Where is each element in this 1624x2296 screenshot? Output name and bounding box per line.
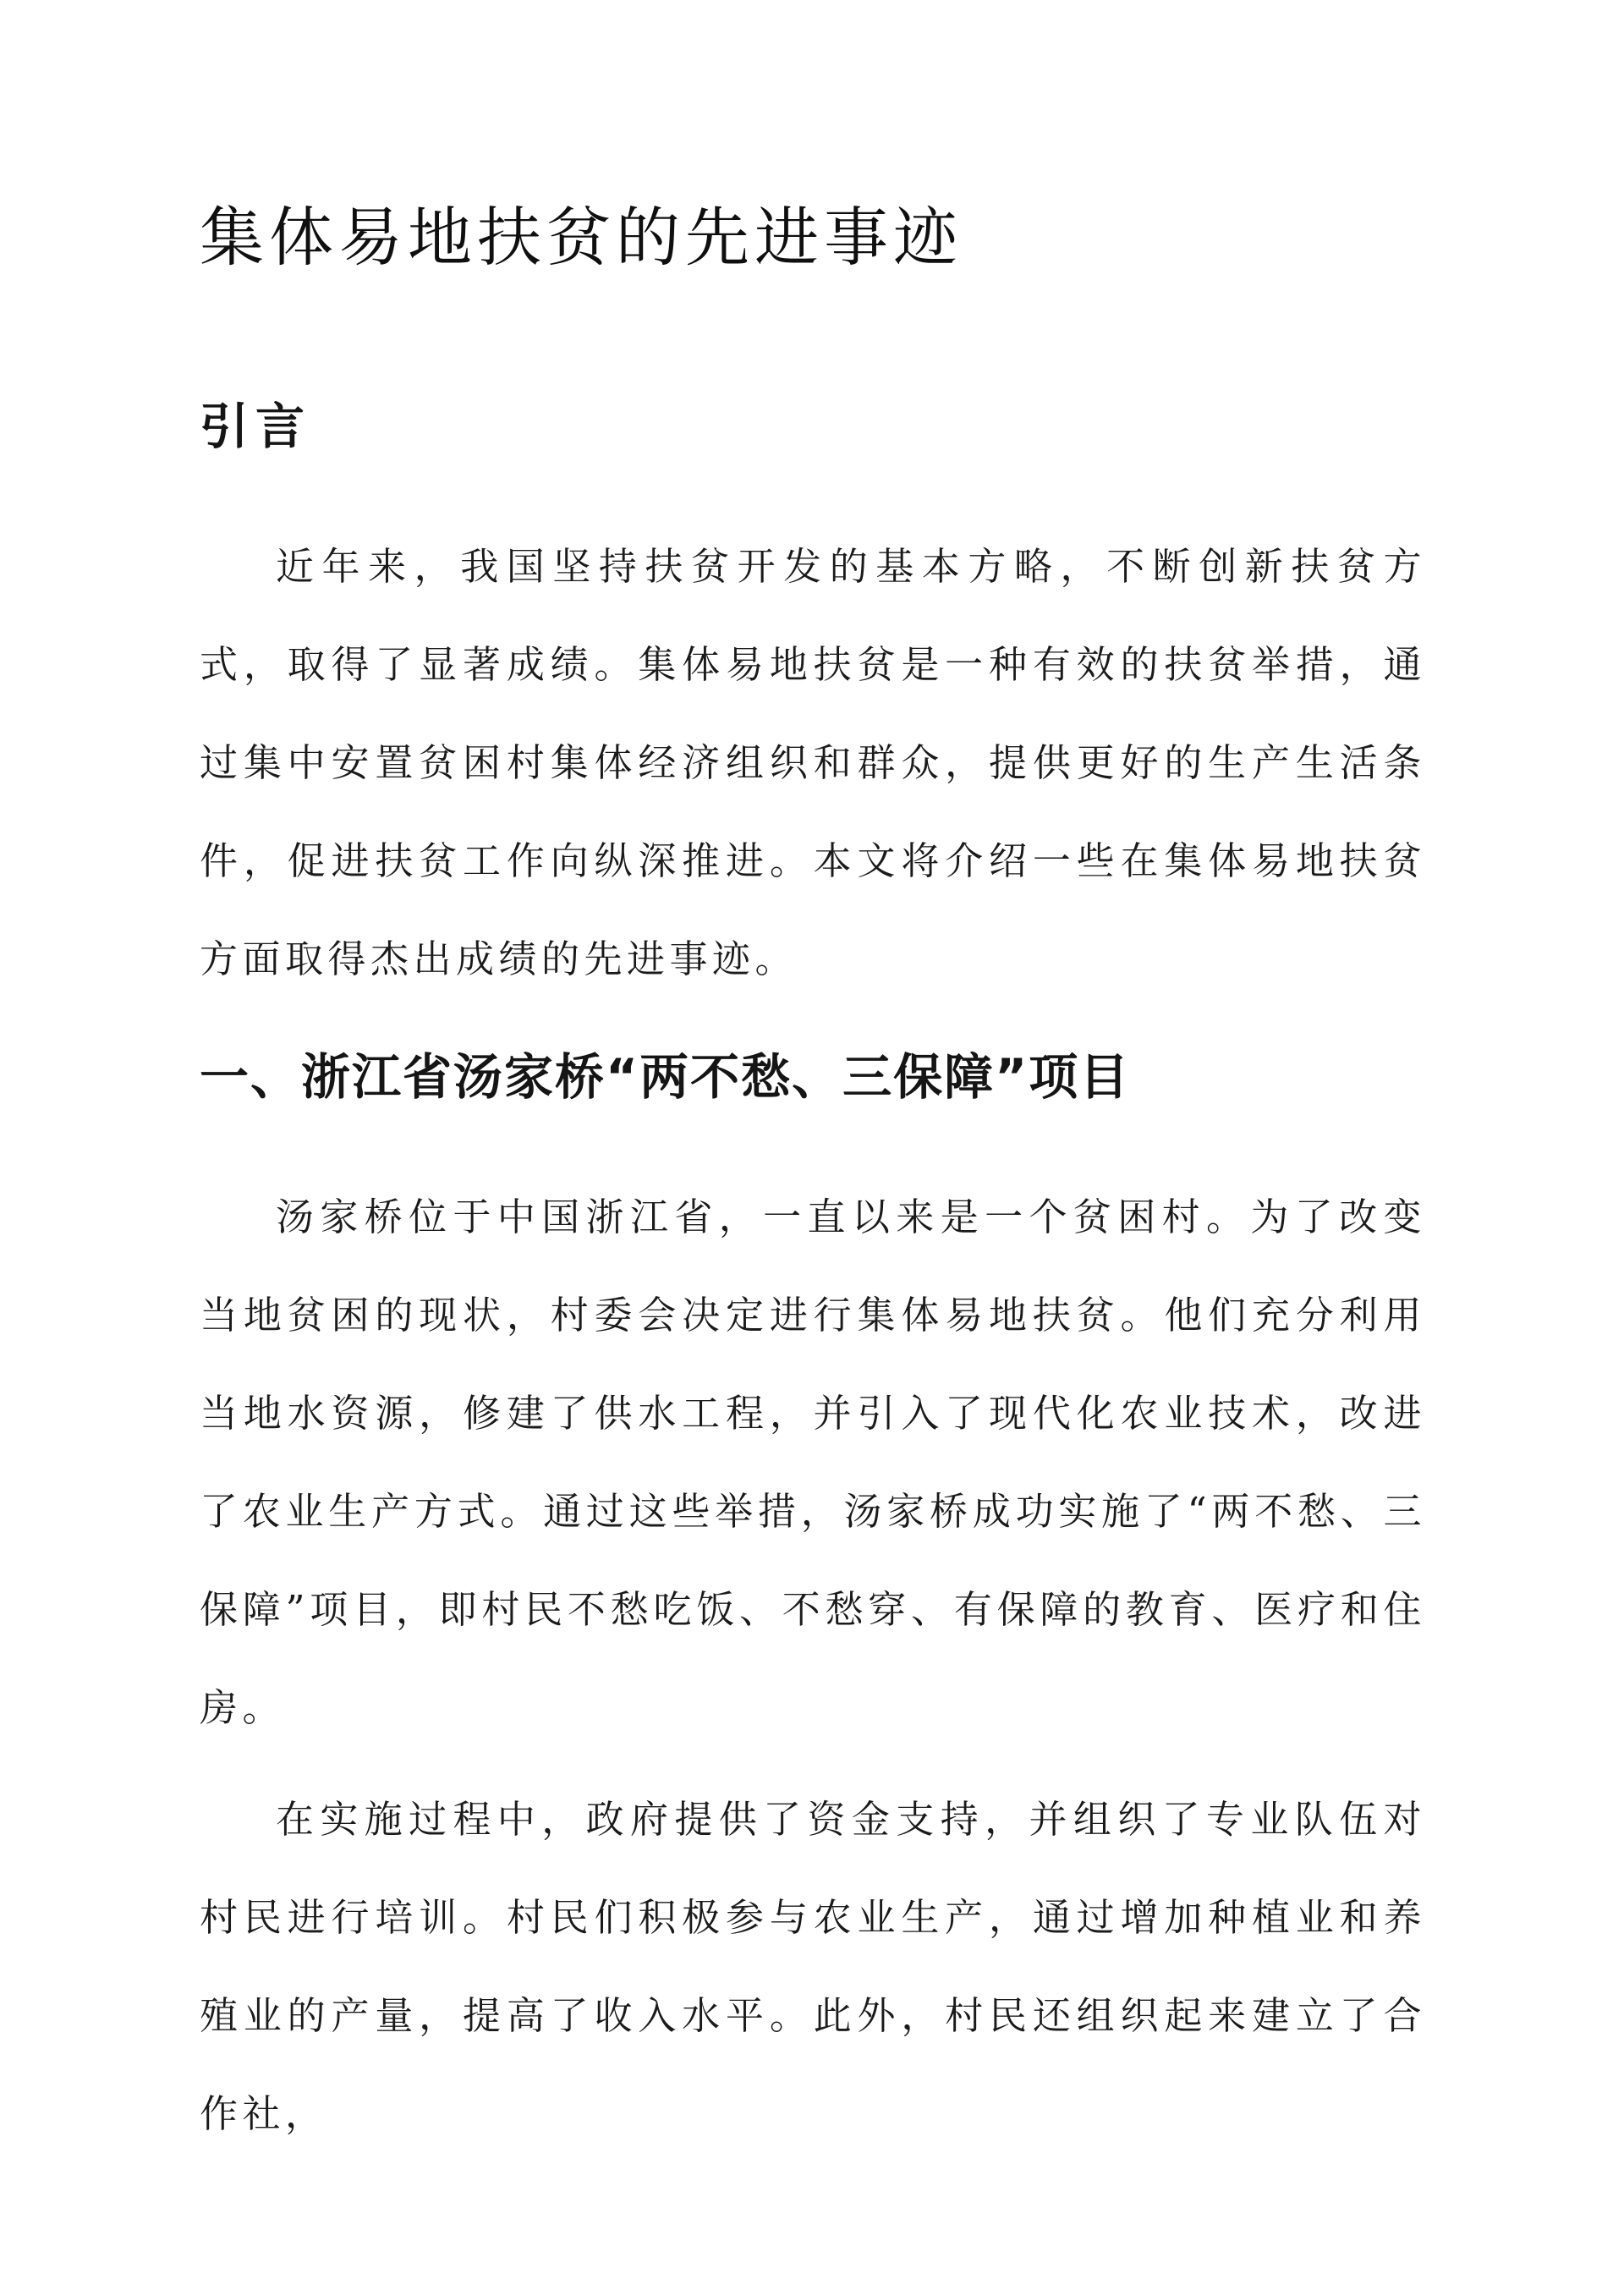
section-heading-tangjiaqiao-project: 一、浙江省汤家桥“两不愁、三保障”项目 [200,1048,1131,1106]
paragraph-tangjiaqiao-implementation: 在实施过程中，政府提供了资金支持，并组织了专业队伍对村民进行培训。村民们积极参与农业生产，通过增加种植业和养殖业的产量，提高了收入水平。此外，村民还组织起来建立了合作社， [200,1797,1426,2136]
paragraph-tangjiaqiao-overview: 汤家桥位于中国浙江省，一直以来是一个贫困村。为了改变当地贫困的现状，村委会决定进行集体易地扶贫。他们充分利用当地水资源，修建了供水工程，并引入了现代化农业技术，改进了农业生产方式。通过这些举措，汤家桥成功实施了“两不愁、三保障”项目，即村民不愁吃饭、不愁穿、有保障的教育、医疗和住房。 [200,1195,1426,1730]
section-heading-introduction: 引言 [200,398,312,455]
document-body [200,190,1426,2163]
document-title: 集体易地扶贫的先进事迹 [200,200,963,275]
paragraph-introduction: 近年来，我国坚持扶贫开发的基本方略，不断创新扶贫方式，取得了显著成绩。集体易地扶贫是一种有效的扶贫举措，通过集中安置贫困村集体经济组织和群众，提供更好的生产生活条件，促进扶贫工作向纵深推进。本文将介绍一些在集体易地扶贫方面取得杰出成绩的先进事迹。 [200,544,1426,981]
